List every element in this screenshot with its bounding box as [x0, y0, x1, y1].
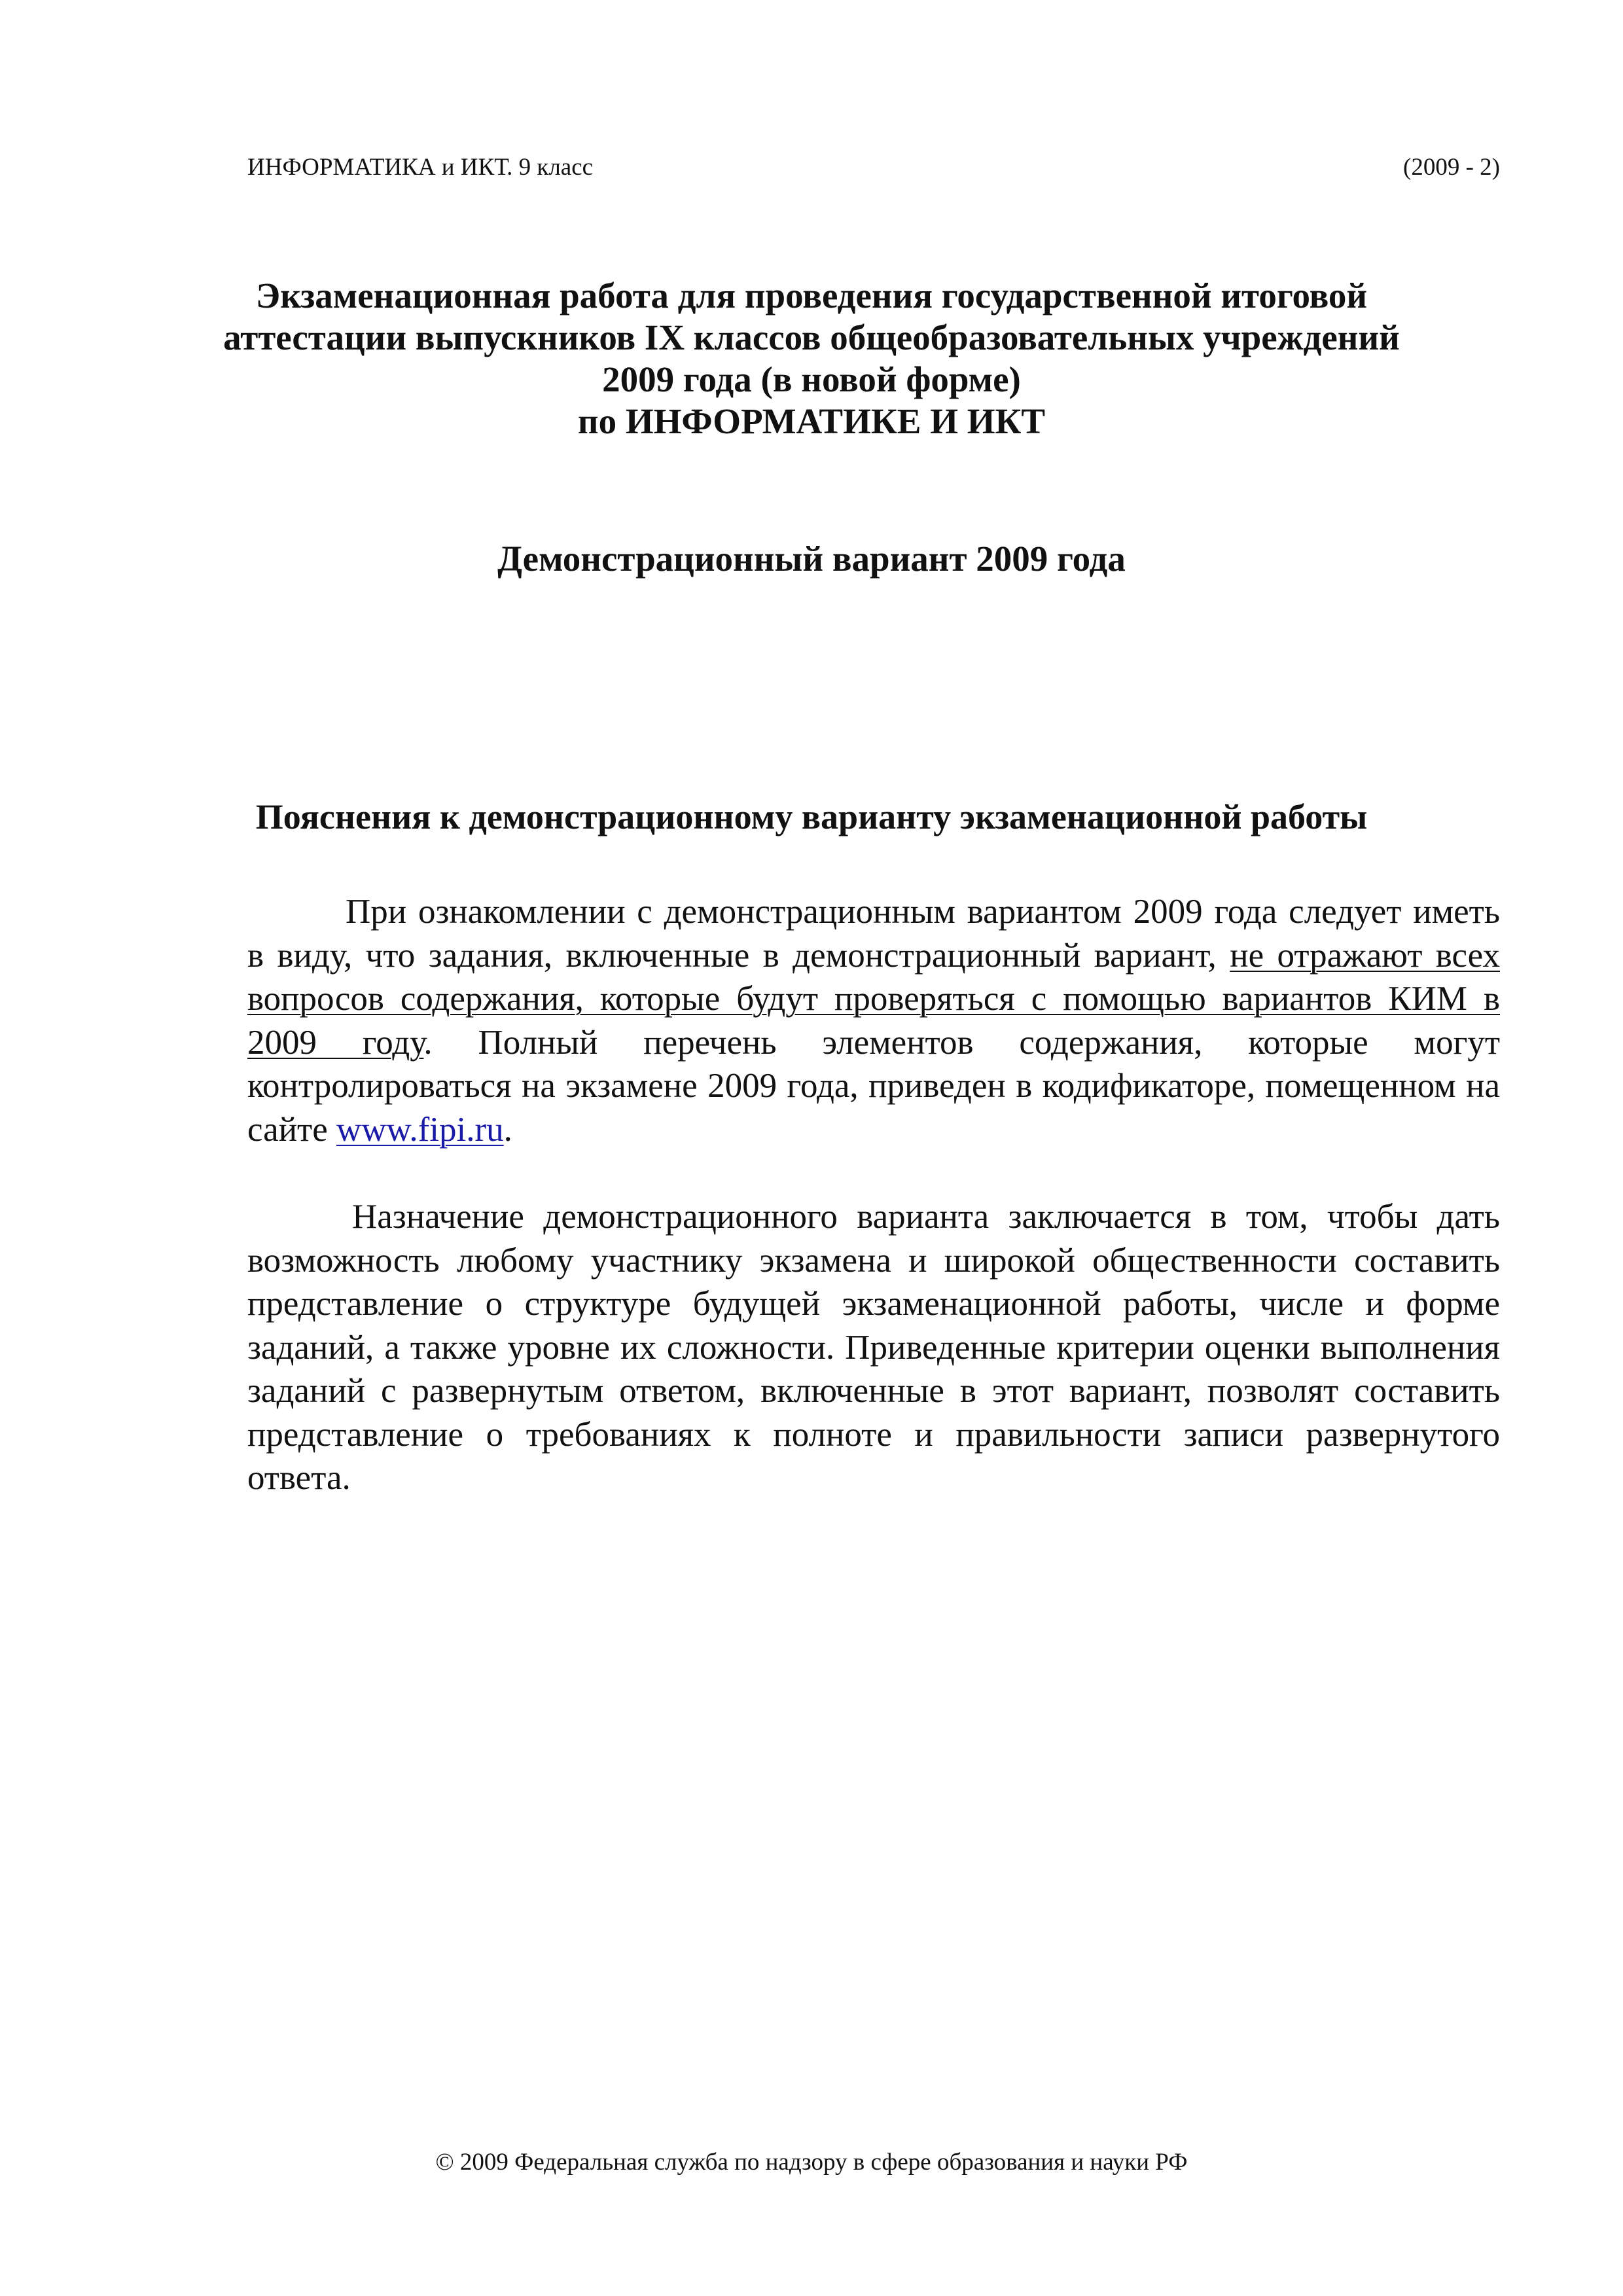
paragraph-2-text: Назначение демонстрационного варианта заключается в том, чтобы дать возможность любому участнику экзамена и широкой общественности составить представление о структуре будущей экзаменационной работы, числе и форме заданий, а также уровне их сложности. Приведенные критерии оценки выполнения заданий с развернутым ответом, включенные в этот вариант, позволят составить представление о требованиях к полноте и правильности записи развернутого ответа. — [247, 1198, 1500, 1497]
title-line-1: Экзаменационная работа для проведения государственной итоговой — [255, 276, 1368, 315]
document-title — [216, 275, 1407, 442]
title-line-4: по ИНФОРМАТИКЕ И ИКТ — [577, 401, 1046, 441]
fipi-link[interactable]: www.fipi.ru — [336, 1110, 504, 1149]
paragraph-1 — [247, 890, 1500, 1151]
section-heading: Пояснения к демонстрационному варианту экзаменационной работы — [255, 797, 1368, 836]
page-footer-copyright: © 2009 Федеральная служба по надзору в сфере образования и науки РФ — [435, 2149, 1188, 2176]
title-line-3: 2009 года (в новой форме) — [602, 359, 1021, 399]
paragraph-1-text-end: . — [503, 1110, 512, 1149]
demo-variant-title: Демонстрационный вариант 2009 года — [497, 539, 1126, 579]
title-line-2: аттестации выпускников IX классов общеобразовательных учреждений — [223, 317, 1400, 357]
paragraph-2 — [247, 1195, 1500, 1500]
paragraph-1-underlined: не отражают всех вопросов содержания, которые будут проверяться с помощью вариантов КИМ в 2009 году — [247, 936, 1501, 1062]
header-subject: ИНФОРМАТИКА и ИКТ. 9 класс — [247, 154, 594, 181]
paragraph-1-text-after: . Полный перечень элементов содержания, которые могут контролироваться на экзамене 2009 года, приведен в кодификаторе, помещенном на сайте — [247, 1023, 1500, 1149]
paragraph-1-text-before: При ознакомлении с демонстрационным вариантом 2009 года следует иметь в виду, что задания, включенные в демонстрационный вариант, — [247, 893, 1500, 975]
header-page-code: (2009 - 2) — [1403, 154, 1500, 181]
page-header — [247, 153, 1500, 182]
